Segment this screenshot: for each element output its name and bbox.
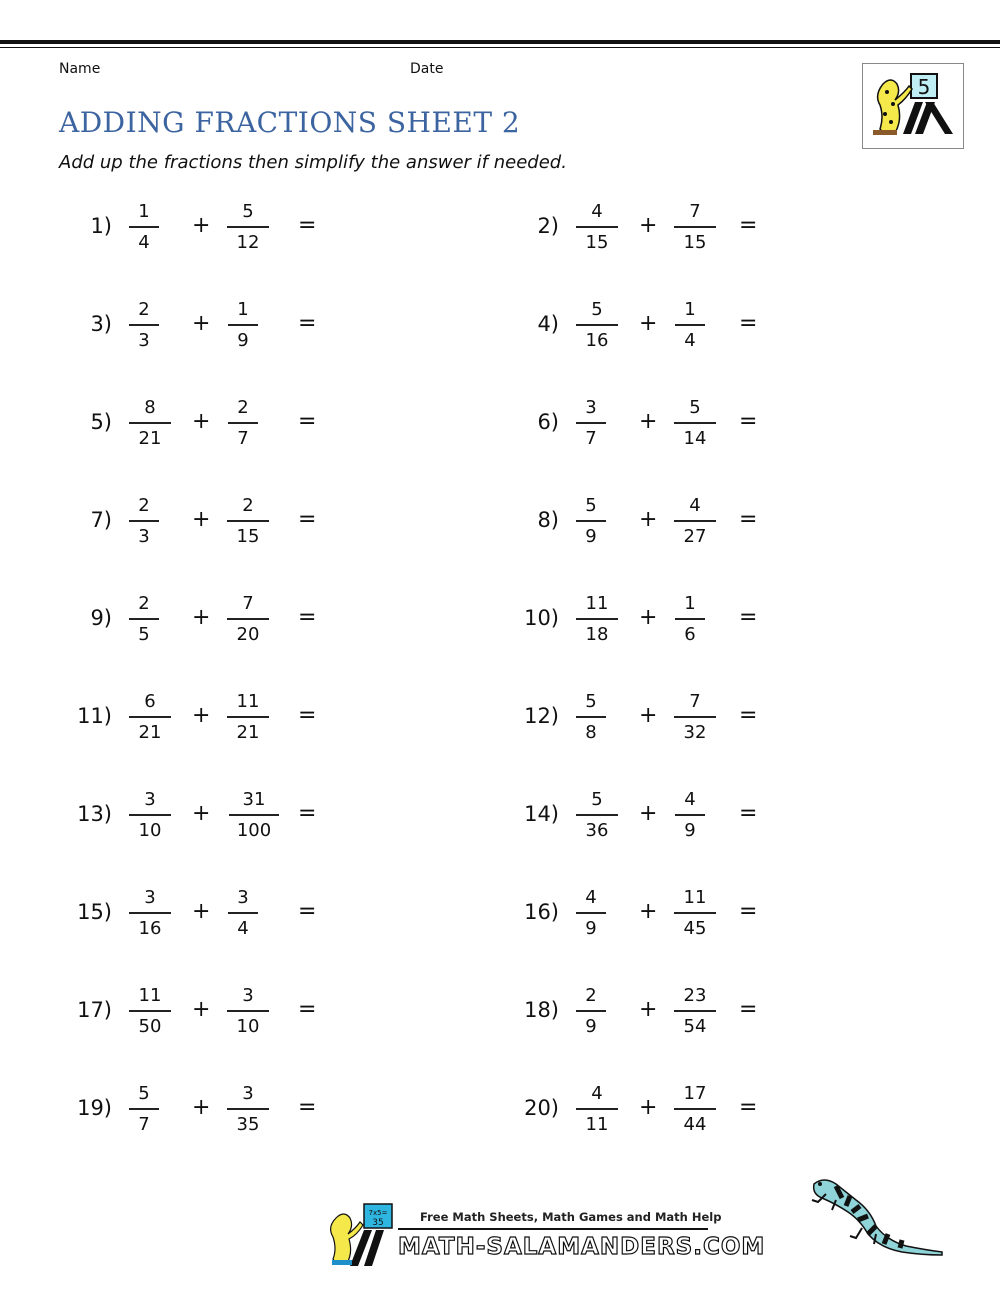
fraction-bar bbox=[129, 1010, 171, 1012]
numerator: 31 bbox=[242, 789, 266, 810]
equals-sign: = bbox=[739, 997, 758, 1022]
fraction-bar bbox=[576, 422, 606, 424]
numerator: 3 bbox=[144, 789, 156, 810]
fraction-bar bbox=[674, 520, 716, 522]
fraction-bar bbox=[576, 814, 618, 816]
denominator: 5 bbox=[138, 624, 150, 645]
answer-space[interactable] bbox=[767, 493, 887, 553]
fraction-bar bbox=[228, 912, 258, 914]
problem-number: 19) bbox=[77, 1096, 112, 1120]
denominator: 20 bbox=[236, 624, 260, 645]
numerator: 1 bbox=[684, 299, 696, 320]
problem-number: 3) bbox=[90, 312, 112, 336]
denominator: 3 bbox=[138, 330, 150, 351]
fraction-b bbox=[674, 983, 716, 1041]
problem-number: 7) bbox=[90, 508, 112, 532]
denominator: 11 bbox=[585, 1114, 609, 1135]
plus-sign: + bbox=[192, 801, 211, 826]
numerator: 4 bbox=[591, 201, 603, 222]
denominator: 15 bbox=[683, 232, 707, 253]
numerator: 4 bbox=[591, 1083, 603, 1104]
denominator: 3 bbox=[138, 526, 150, 547]
answer-space[interactable] bbox=[767, 591, 887, 651]
svg-text:5: 5 bbox=[917, 75, 931, 99]
problem-15 bbox=[0, 885, 317, 945]
numerator: 1 bbox=[684, 593, 696, 614]
fraction-bar bbox=[576, 716, 606, 718]
numerator: 5 bbox=[591, 789, 603, 810]
fraction-a bbox=[576, 395, 606, 453]
fraction-b bbox=[227, 689, 269, 747]
numerator: 5 bbox=[138, 1083, 150, 1104]
problem-16 bbox=[447, 885, 758, 945]
fraction-a bbox=[129, 1081, 159, 1139]
fraction-a bbox=[129, 885, 171, 943]
numerator: 1 bbox=[138, 201, 150, 222]
fraction-a bbox=[129, 983, 171, 1041]
denominator: 15 bbox=[236, 526, 260, 547]
plus-sign: + bbox=[192, 703, 211, 728]
fraction-bar bbox=[227, 1108, 269, 1110]
fraction-a bbox=[576, 787, 618, 845]
numerator: 23 bbox=[683, 985, 707, 1006]
fraction-a bbox=[576, 983, 606, 1041]
salamander-icon bbox=[806, 1174, 946, 1264]
plus-sign: + bbox=[192, 1095, 211, 1120]
problem-8 bbox=[447, 493, 758, 553]
problem-10 bbox=[447, 591, 758, 651]
numerator: 2 bbox=[585, 985, 597, 1006]
fraction-bar bbox=[129, 520, 159, 522]
plus-sign: + bbox=[639, 703, 658, 728]
problem-number: 14) bbox=[524, 802, 559, 826]
fraction-b bbox=[228, 297, 258, 355]
plus-sign: + bbox=[639, 997, 658, 1022]
problem-number: 9) bbox=[90, 606, 112, 630]
denominator: 9 bbox=[684, 820, 696, 841]
equals-sign: = bbox=[298, 1095, 317, 1120]
problem-17 bbox=[0, 983, 317, 1043]
denominator: 10 bbox=[236, 1016, 260, 1037]
header-rule-thin bbox=[0, 47, 1000, 48]
problem-13 bbox=[0, 787, 317, 847]
denominator: 35 bbox=[236, 1114, 260, 1135]
denominator: 100 bbox=[236, 820, 272, 841]
numerator: 7 bbox=[689, 201, 701, 222]
numerator: 2 bbox=[138, 495, 150, 516]
numerator: 5 bbox=[242, 201, 254, 222]
fraction-bar bbox=[576, 1108, 618, 1110]
numerator: 4 bbox=[684, 789, 696, 810]
denominator: 9 bbox=[237, 330, 249, 351]
numerator: 4 bbox=[689, 495, 701, 516]
denominator: 16 bbox=[585, 330, 609, 351]
problem-3 bbox=[0, 297, 317, 357]
numerator: 11 bbox=[683, 887, 707, 908]
problem-9 bbox=[0, 591, 317, 651]
denominator: 27 bbox=[683, 526, 707, 547]
denominator: 12 bbox=[236, 232, 260, 253]
answer-space[interactable] bbox=[320, 199, 440, 259]
problem-20 bbox=[447, 1081, 758, 1141]
fraction-bar bbox=[129, 226, 159, 228]
problem-number: 2) bbox=[537, 214, 559, 238]
numerator: 5 bbox=[689, 397, 701, 418]
numerator: 3 bbox=[242, 1083, 254, 1104]
fraction-a bbox=[129, 297, 159, 355]
fraction-b bbox=[674, 885, 716, 943]
numerator: 8 bbox=[144, 397, 156, 418]
fraction-b bbox=[228, 395, 258, 453]
problem-number: 10) bbox=[524, 606, 559, 630]
equals-sign: = bbox=[298, 997, 317, 1022]
problem-number: 11) bbox=[77, 704, 112, 728]
equals-sign: = bbox=[739, 507, 758, 532]
numerator: 2 bbox=[138, 299, 150, 320]
fraction-bar bbox=[129, 618, 159, 620]
name-label: Name bbox=[59, 61, 101, 77]
plus-sign: + bbox=[639, 311, 658, 336]
plus-sign: + bbox=[192, 997, 211, 1022]
denominator: 9 bbox=[585, 526, 597, 547]
answer-space[interactable] bbox=[320, 885, 440, 945]
plus-sign: + bbox=[639, 409, 658, 434]
fraction-bar bbox=[227, 226, 269, 228]
fraction-bar bbox=[228, 324, 258, 326]
fraction-bar bbox=[227, 520, 269, 522]
fraction-bar bbox=[229, 814, 279, 816]
fraction-bar bbox=[674, 1010, 716, 1012]
plus-sign: + bbox=[639, 605, 658, 630]
fraction-bar bbox=[674, 912, 716, 914]
equals-sign: = bbox=[298, 507, 317, 532]
fraction-a bbox=[576, 199, 618, 257]
fraction-b bbox=[674, 689, 716, 747]
problem-number: 6) bbox=[537, 410, 559, 434]
denominator: 9 bbox=[585, 1016, 597, 1037]
equals-sign: = bbox=[739, 311, 758, 336]
fraction-b bbox=[674, 1081, 716, 1139]
problem-number: 17) bbox=[77, 998, 112, 1022]
answer-space[interactable] bbox=[320, 689, 440, 749]
page-title: ADDING FRACTIONS SHEET 2 bbox=[59, 106, 521, 139]
denominator: 14 bbox=[683, 428, 707, 449]
fraction-a bbox=[576, 591, 618, 649]
denominator: 18 bbox=[585, 624, 609, 645]
fraction-b bbox=[227, 493, 269, 551]
fraction-b bbox=[675, 297, 705, 355]
equals-sign: = bbox=[739, 1095, 758, 1120]
answer-space[interactable] bbox=[767, 787, 887, 847]
denominator: 36 bbox=[585, 820, 609, 841]
equals-sign: = bbox=[298, 311, 317, 336]
fraction-bar bbox=[674, 1108, 716, 1110]
answer-space[interactable] bbox=[320, 493, 440, 553]
salamander-teacher-icon bbox=[863, 64, 963, 148]
problem-11 bbox=[0, 689, 317, 749]
denominator: 32 bbox=[683, 722, 707, 743]
denominator: 7 bbox=[585, 428, 597, 449]
denominator: 4 bbox=[138, 232, 150, 253]
answer-space[interactable] bbox=[320, 787, 440, 847]
numerator: 2 bbox=[237, 397, 249, 418]
plus-sign: + bbox=[639, 213, 658, 238]
problem-6 bbox=[447, 395, 758, 455]
fraction-a bbox=[129, 591, 159, 649]
equals-sign: = bbox=[298, 213, 317, 238]
denominator: 4 bbox=[237, 918, 249, 939]
problem-number: 4) bbox=[537, 312, 559, 336]
plus-sign: + bbox=[192, 311, 211, 336]
denominator: 9 bbox=[585, 918, 597, 939]
numerator: 7 bbox=[689, 691, 701, 712]
denominator: 6 bbox=[684, 624, 696, 645]
fraction-bar bbox=[576, 1010, 606, 1012]
equals-sign: = bbox=[298, 899, 317, 924]
numerator: 7 bbox=[242, 593, 254, 614]
problem-number: 13) bbox=[77, 802, 112, 826]
numerator: 17 bbox=[683, 1083, 707, 1104]
header-rule bbox=[0, 40, 1000, 44]
fraction-bar bbox=[576, 912, 606, 914]
denominator: 54 bbox=[683, 1016, 707, 1037]
denominator: 50 bbox=[138, 1016, 162, 1037]
fraction-a bbox=[129, 787, 171, 845]
plus-sign: + bbox=[192, 605, 211, 630]
problem-number: 1) bbox=[90, 214, 112, 238]
problem-number: 20) bbox=[524, 1096, 559, 1120]
answer-space[interactable] bbox=[767, 395, 887, 455]
numerator: 3 bbox=[237, 887, 249, 908]
fraction-a bbox=[576, 885, 606, 943]
denominator: 7 bbox=[237, 428, 249, 449]
equals-sign: = bbox=[739, 899, 758, 924]
denominator: 16 bbox=[138, 918, 162, 939]
answer-space[interactable] bbox=[320, 983, 440, 1043]
fraction-b bbox=[675, 787, 705, 845]
numerator: 5 bbox=[585, 495, 597, 516]
denominator: 21 bbox=[138, 722, 162, 743]
numerator: 11 bbox=[236, 691, 260, 712]
fraction-bar bbox=[227, 618, 269, 620]
fraction-bar bbox=[129, 324, 159, 326]
fraction-bar bbox=[129, 716, 171, 718]
fraction-a bbox=[129, 199, 159, 257]
answer-space[interactable] bbox=[320, 395, 440, 455]
problem-12 bbox=[447, 689, 758, 749]
numerator: 6 bbox=[144, 691, 156, 712]
problem-14 bbox=[447, 787, 758, 847]
fraction-bar bbox=[129, 1108, 159, 1110]
equals-sign: = bbox=[739, 213, 758, 238]
problem-2 bbox=[447, 199, 758, 259]
plus-sign: + bbox=[639, 507, 658, 532]
svg-text:35: 35 bbox=[372, 1218, 384, 1228]
numerator: 2 bbox=[242, 495, 254, 516]
denominator: 21 bbox=[236, 722, 260, 743]
problem-number: 16) bbox=[524, 900, 559, 924]
fraction-bar bbox=[576, 520, 606, 522]
fraction-a bbox=[576, 689, 606, 747]
numerator: 3 bbox=[144, 887, 156, 908]
fraction-a bbox=[576, 493, 606, 551]
plus-sign: + bbox=[192, 213, 211, 238]
fraction-bar bbox=[129, 912, 171, 914]
numerator: 11 bbox=[138, 985, 162, 1006]
fraction-b bbox=[675, 591, 705, 649]
plus-sign: + bbox=[639, 1095, 658, 1120]
denominator: 44 bbox=[683, 1114, 707, 1135]
footer-site-name: MATH-SALAMANDERS.COM bbox=[398, 1234, 766, 1260]
fraction-a bbox=[129, 493, 159, 551]
answer-space[interactable] bbox=[767, 297, 887, 357]
plus-sign: + bbox=[639, 899, 658, 924]
svg-text:7x5=: 7x5= bbox=[368, 1209, 388, 1217]
instructions: Add up the fractions then simplify the answer if needed. bbox=[59, 152, 567, 173]
problem-number: 15) bbox=[77, 900, 112, 924]
denominator: 10 bbox=[138, 820, 162, 841]
fraction-a bbox=[129, 395, 171, 453]
equals-sign: = bbox=[298, 409, 317, 434]
fraction-b bbox=[227, 591, 269, 649]
fraction-bar bbox=[227, 1010, 269, 1012]
fraction-bar bbox=[674, 422, 716, 424]
fraction-b bbox=[227, 1081, 269, 1139]
answer-space[interactable] bbox=[767, 885, 887, 945]
equals-sign: = bbox=[739, 703, 758, 728]
fraction-b bbox=[229, 787, 279, 845]
answer-space[interactable] bbox=[767, 983, 887, 1043]
answer-space[interactable] bbox=[767, 689, 887, 749]
fraction-bar bbox=[674, 716, 716, 718]
fraction-b bbox=[228, 885, 258, 943]
answer-space[interactable] bbox=[320, 591, 440, 651]
answer-space[interactable] bbox=[320, 297, 440, 357]
fraction-bar bbox=[675, 618, 705, 620]
footer-divider bbox=[398, 1228, 708, 1230]
numerator: 3 bbox=[585, 397, 597, 418]
fraction-bar bbox=[227, 716, 269, 718]
denominator: 15 bbox=[585, 232, 609, 253]
denominator: 8 bbox=[585, 722, 597, 743]
problem-18 bbox=[447, 983, 758, 1043]
problem-number: 18) bbox=[524, 998, 559, 1022]
fraction-bar bbox=[675, 814, 705, 816]
problem-1 bbox=[0, 199, 317, 259]
denominator: 7 bbox=[138, 1114, 150, 1135]
fraction-bar bbox=[129, 814, 171, 816]
fraction-bar bbox=[576, 324, 618, 326]
denominator: 21 bbox=[138, 428, 162, 449]
equals-sign: = bbox=[739, 801, 758, 826]
plus-sign: + bbox=[192, 409, 211, 434]
fraction-a bbox=[129, 689, 171, 747]
fraction-a bbox=[576, 297, 618, 355]
equals-sign: = bbox=[739, 409, 758, 434]
plus-sign: + bbox=[192, 899, 211, 924]
fraction-bar bbox=[576, 226, 618, 228]
numerator: 11 bbox=[585, 593, 609, 614]
grade-logo bbox=[862, 63, 964, 149]
problem-number: 12) bbox=[524, 704, 559, 728]
fraction-a bbox=[576, 1081, 618, 1139]
denominator: 4 bbox=[684, 330, 696, 351]
fraction-b bbox=[227, 983, 269, 1041]
numerator: 1 bbox=[237, 299, 249, 320]
equals-sign: = bbox=[298, 801, 317, 826]
plus-sign: + bbox=[192, 507, 211, 532]
problem-19 bbox=[0, 1081, 317, 1141]
fraction-bar bbox=[576, 618, 618, 620]
fraction-b bbox=[674, 493, 716, 551]
date-label: Date bbox=[410, 61, 444, 77]
fraction-b bbox=[674, 395, 716, 453]
fraction-bar bbox=[129, 422, 171, 424]
answer-space[interactable] bbox=[767, 1081, 887, 1141]
fraction-b bbox=[674, 199, 716, 257]
problem-number: 8) bbox=[537, 508, 559, 532]
problem-7 bbox=[0, 493, 317, 553]
fraction-b bbox=[227, 199, 269, 257]
answer-space[interactable] bbox=[767, 199, 887, 259]
fraction-bar bbox=[228, 422, 258, 424]
numerator: 3 bbox=[242, 985, 254, 1006]
fraction-bar bbox=[674, 226, 716, 228]
fraction-bar bbox=[675, 324, 705, 326]
numerator: 4 bbox=[585, 887, 597, 908]
equals-sign: = bbox=[298, 703, 317, 728]
numerator: 5 bbox=[591, 299, 603, 320]
equals-sign: = bbox=[739, 605, 758, 630]
problem-4 bbox=[447, 297, 758, 357]
problem-5 bbox=[0, 395, 317, 455]
problem-number: 5) bbox=[90, 410, 112, 434]
salamander-mascot-icon bbox=[328, 1200, 398, 1268]
plus-sign: + bbox=[639, 801, 658, 826]
answer-space[interactable] bbox=[320, 1081, 440, 1141]
footer-tagline: Free Math Sheets, Math Games and Math Help bbox=[420, 1210, 722, 1224]
numerator: 2 bbox=[138, 593, 150, 614]
equals-sign: = bbox=[298, 605, 317, 630]
denominator: 45 bbox=[683, 918, 707, 939]
numerator: 5 bbox=[585, 691, 597, 712]
